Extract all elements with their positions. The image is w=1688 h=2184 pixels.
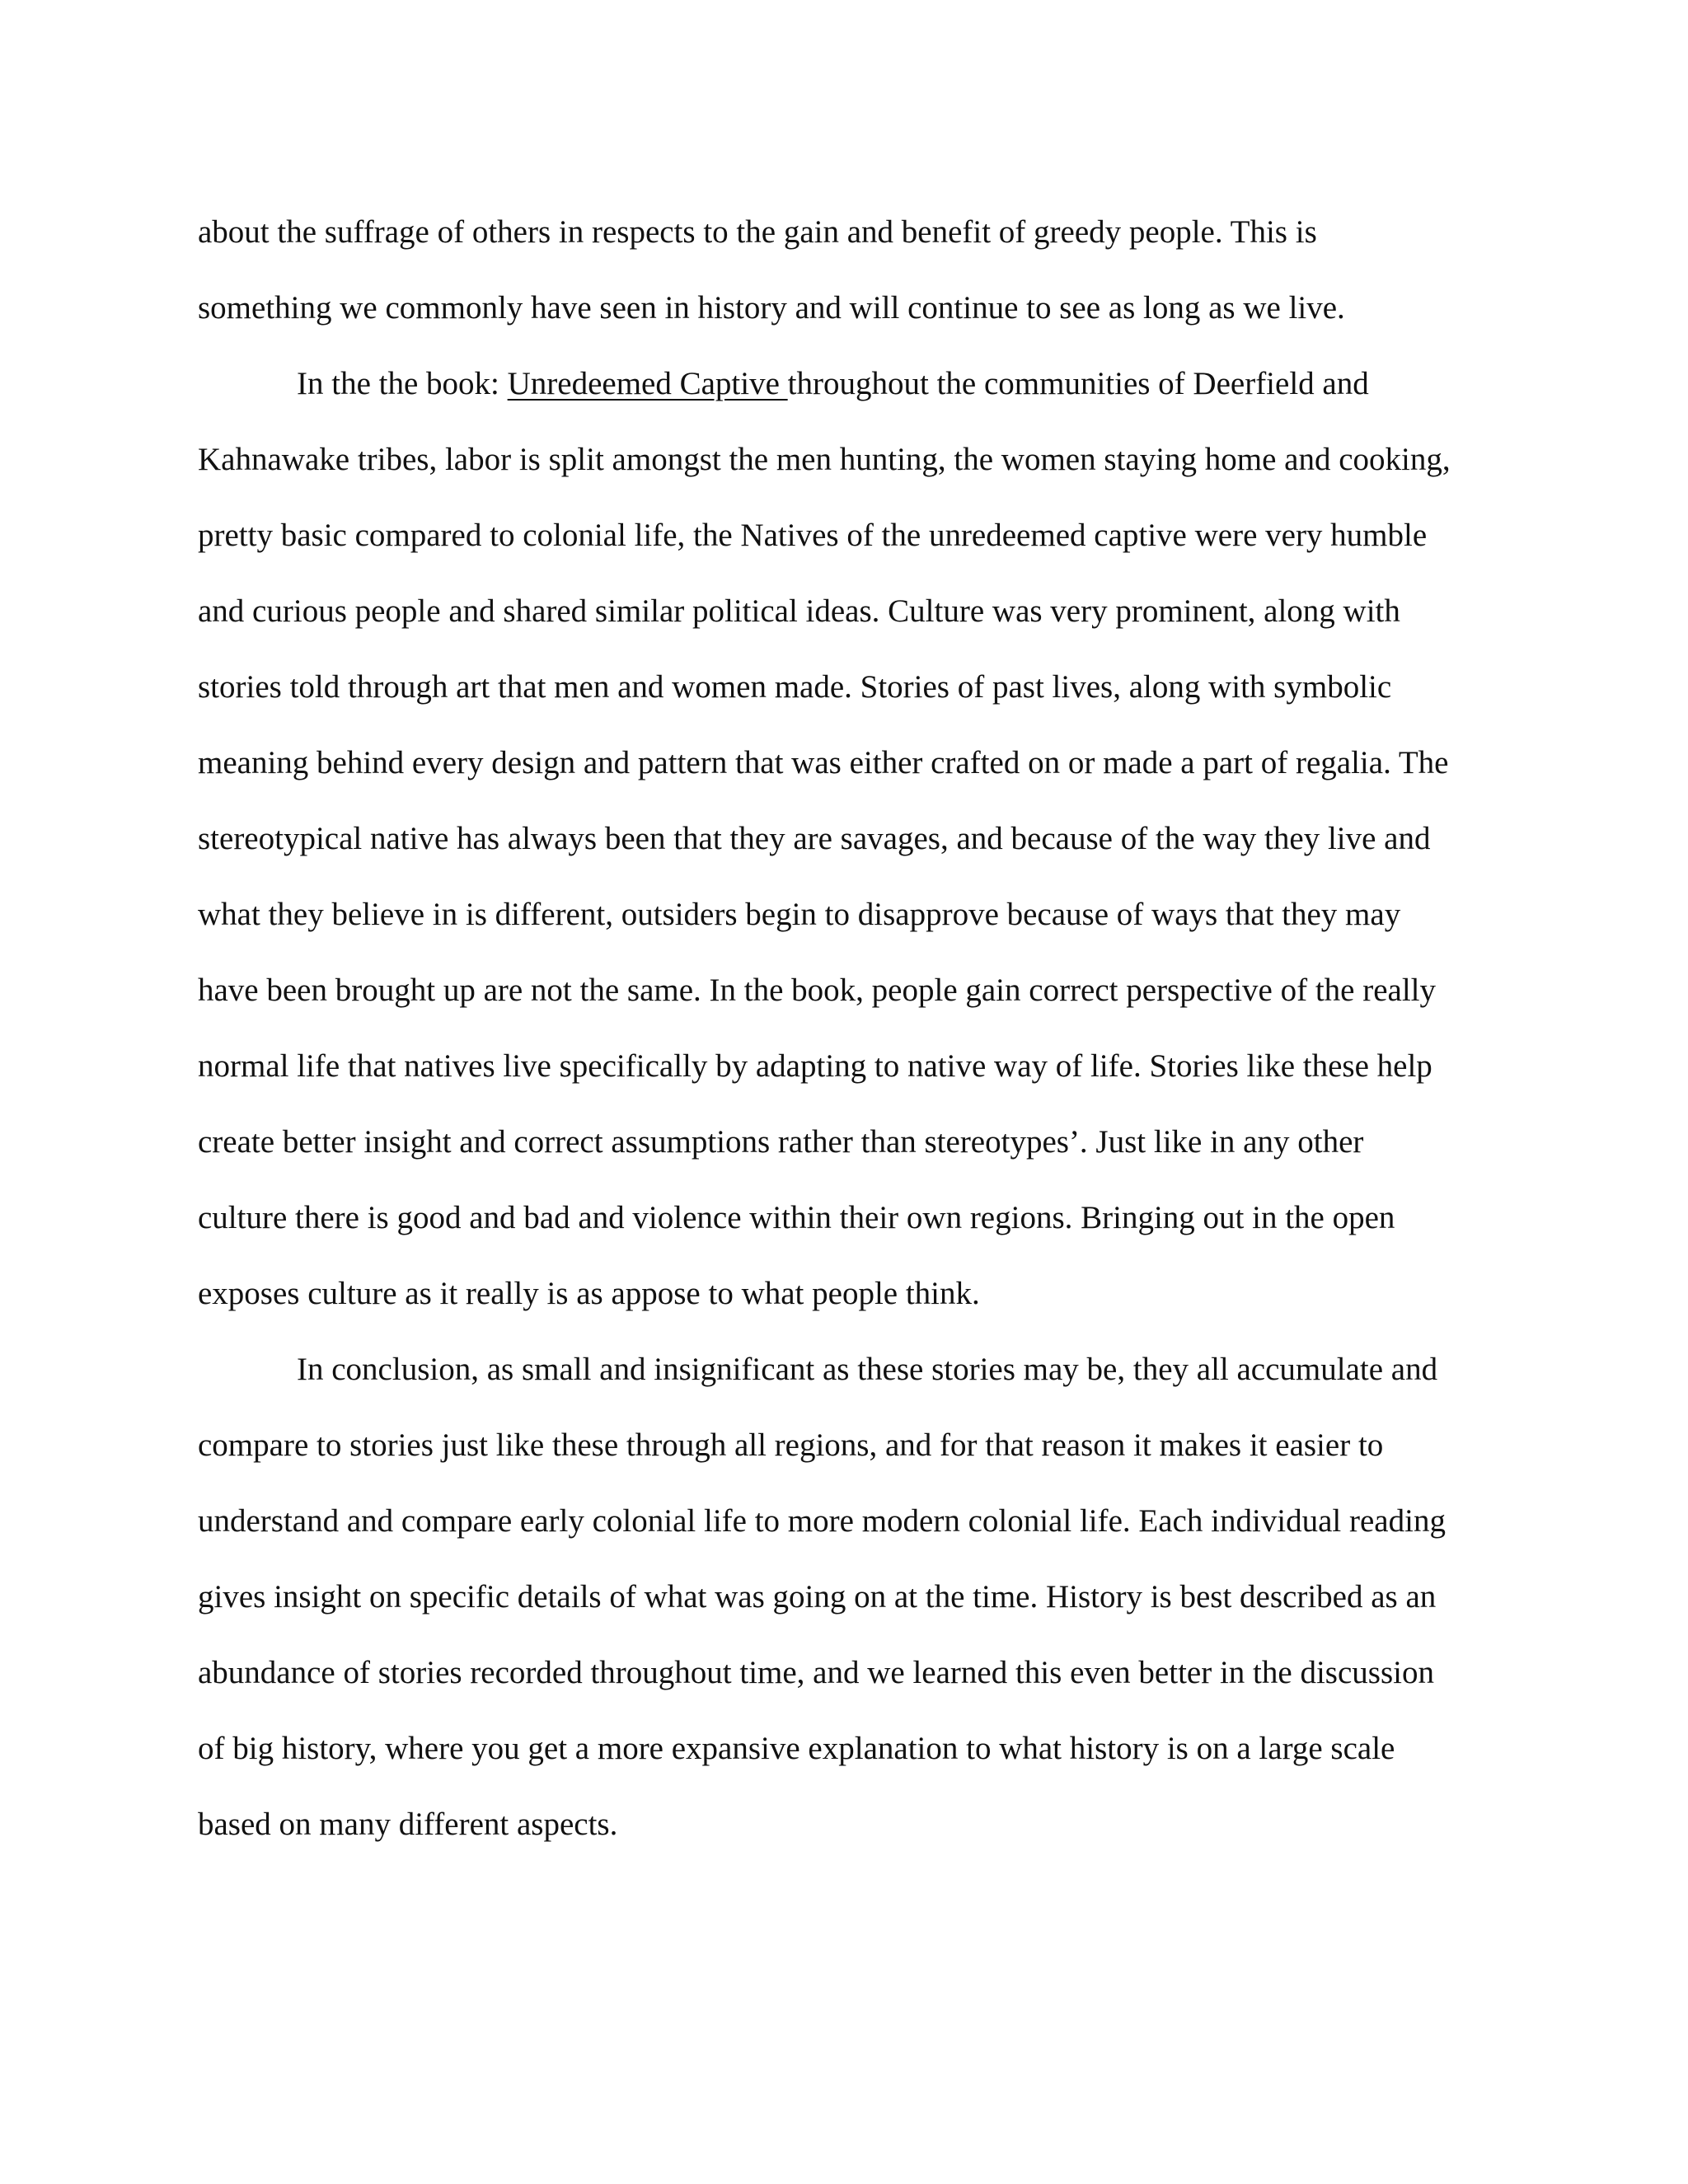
text-line: and curious people and shared similar political ideas. Culture was very prominent, along with xyxy=(198,593,1400,629)
text-line: based on many different aspects. xyxy=(198,1807,618,1842)
text-line: create better insight and correct assumptions rather than stereotypes’. Just like in any other xyxy=(198,1124,1364,1160)
text-line: exposes culture as it really is as appose to what people think. xyxy=(198,1276,980,1311)
text-line: stories told through art that men and women made. Stories of past lives, along with symbolic xyxy=(198,669,1392,705)
text-line: stereotypical native has always been that they are savages, and because of the way they live and xyxy=(198,821,1431,856)
text-line: compare to stories just like these through all regions, and for that reason it makes it easier to xyxy=(198,1427,1384,1463)
text-line: culture there is good and bad and violence within their own regions. Bringing out in the open xyxy=(198,1200,1395,1235)
body-text xyxy=(198,194,1500,1863)
book-title: Unredeemed Captive xyxy=(507,366,788,401)
text-line: of big history, where you get a more expansive explanation to what history is on a large scale xyxy=(198,1731,1395,1766)
text-line: understand and compare early colonial life to more modern colonial life. Each individual reading xyxy=(198,1503,1446,1539)
text-fragment: throughout the communities of Deerfield and xyxy=(787,366,1369,401)
text-line: have been brought up are not the same. In the book, people gain correct perspective of the really xyxy=(198,972,1436,1008)
text-fragment: In the the book: xyxy=(297,366,508,401)
text-line: normal life that natives live specifically by adapting to native way of life. Stories like these help xyxy=(198,1048,1432,1084)
text-line: Kahnawake tribes, labor is split amongst the men hunting, the women staying home and cooking, xyxy=(198,442,1451,477)
text-line: what they believe in is different, outsiders begin to disapprove because of ways that they may xyxy=(198,897,1401,932)
text-line: gives insight on specific details of what was going on at the time. History is best described as an xyxy=(198,1579,1437,1615)
paragraph-first-line: In conclusion, as small and insignificant as these stories may be, they all accumulate and xyxy=(297,1352,1438,1387)
text-line: abundance of stories recorded throughout time, and we learned this even better in the discussion xyxy=(198,1655,1434,1690)
text-line: meaning behind every design and pattern that was either crafted on or made a part of regalia. The xyxy=(198,745,1449,780)
text-line: about the suffrage of others in respects to the gain and benefit of greedy people. This is xyxy=(198,214,1317,250)
text-line: something we commonly have seen in history and will continue to see as long as we live. xyxy=(198,290,1345,326)
text-line: pretty basic compared to colonial life, the Natives of the unredeemed captive were very humble xyxy=(198,518,1428,553)
paragraph-first-line xyxy=(198,346,1500,422)
